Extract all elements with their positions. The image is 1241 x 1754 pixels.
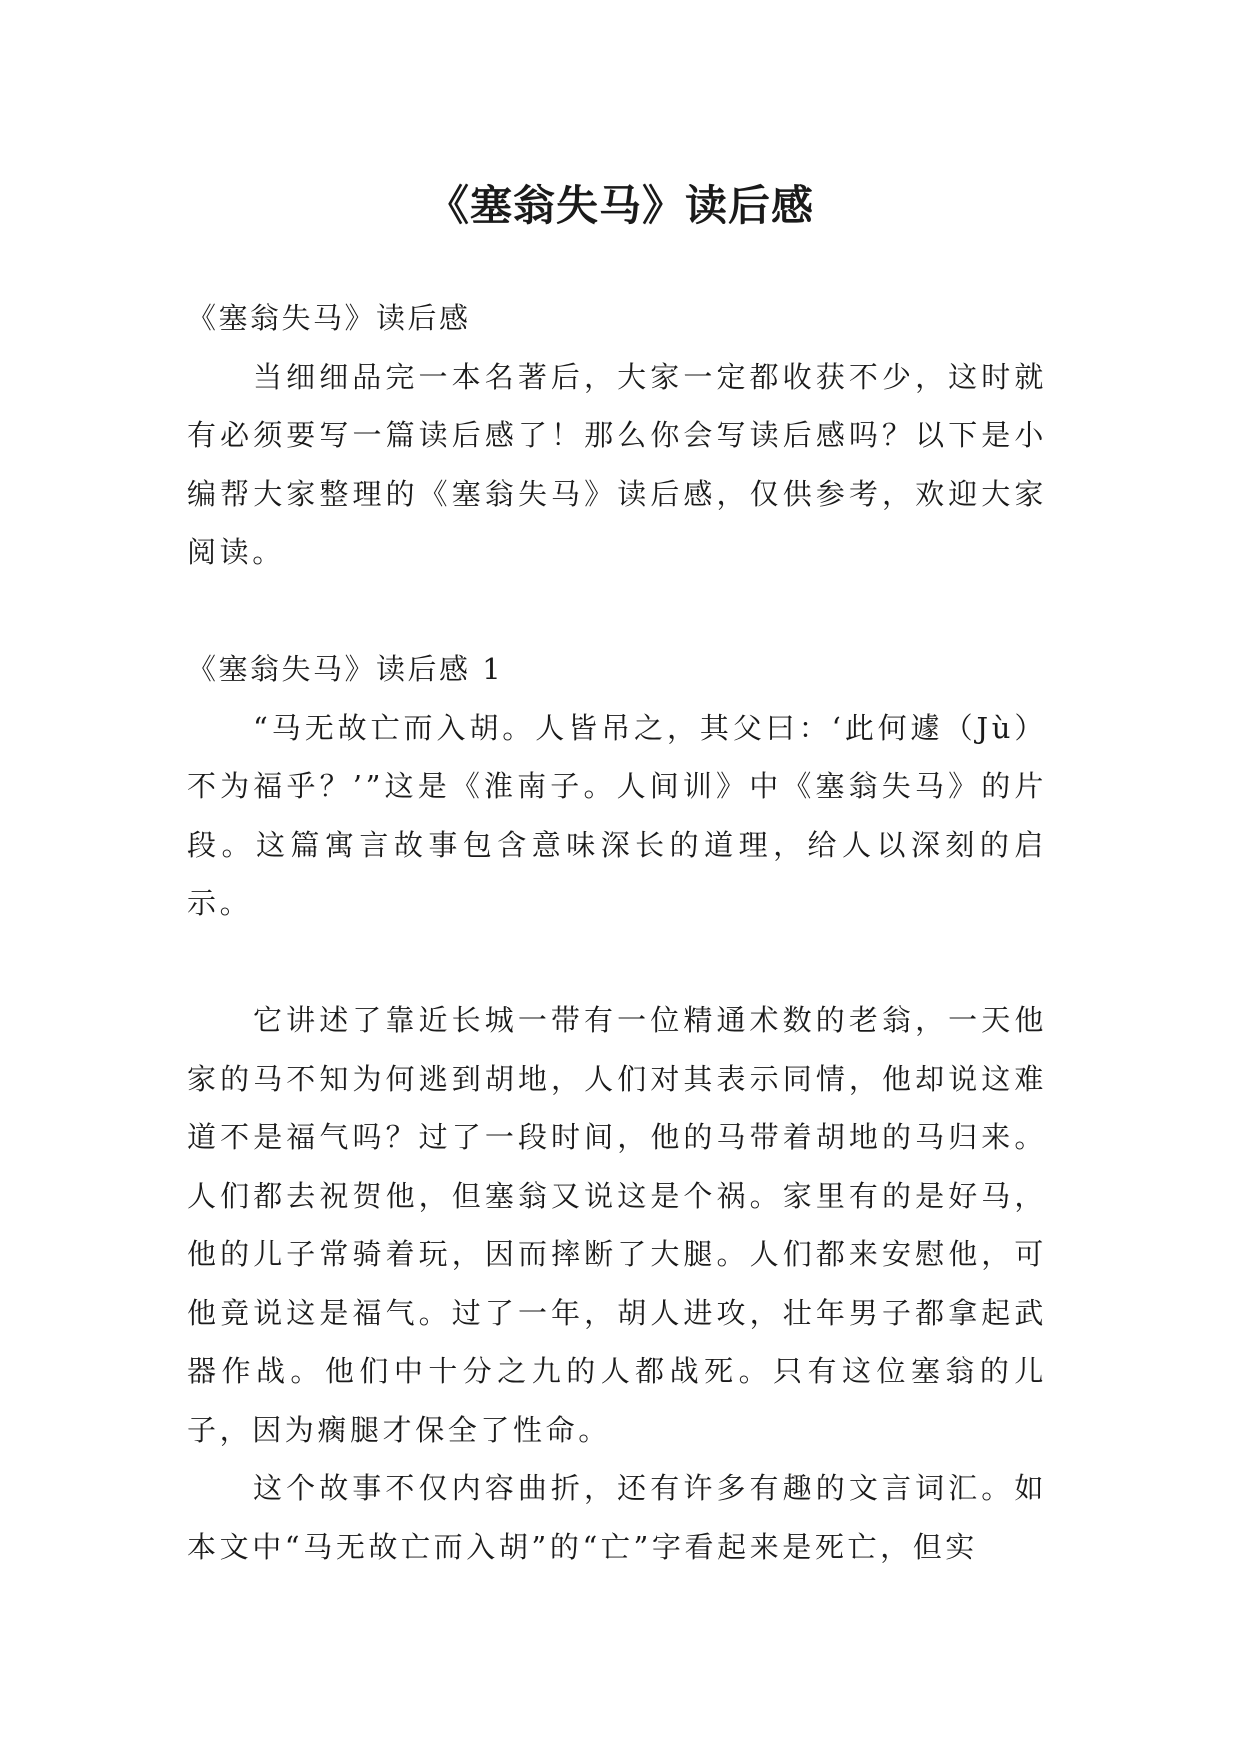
paragraph-2: 它讲述了靠近长城一带有一位精通术数的老翁，一天他家的马不知为何逃到胡地，人们对其表示同情，他却说这难道不是福气吗？过了一段时间，他的马带着胡地的马归来。人们都去祝贺他，但塞翁又说这是个祸。家里有的是好马，他的儿子常骑着玩，因而摔断了大腿。人们都来安慰他，可他竟说这是福气。过了一年，胡人进攻，壮年男子都拿起武器作战。他们中十分之九的人都战死。只有这位塞翁的儿子，因为瘸腿才保全了性命。 <box>187 1003 1047 1447</box>
section-heading-1: 《塞翁失马》读后感 1 <box>187 652 504 686</box>
paragraph-spacer <box>187 933 1047 992</box>
intro-paragraph: 当细细品完一本名著后，大家一定都收获不少，这时就有必须要写一篇读后感了！那么你会写读后感吗？以下是小编帮大家整理的《塞翁失马》读后感，仅供参考，欢迎大家阅读。 <box>187 359 1047 569</box>
paragraph-spacer <box>187 582 1047 641</box>
document-body <box>187 289 1047 1576</box>
paragraph-3: 这个故事不仅内容曲折，还有许多有趣的文言词汇。如本文中“马无故亡而入胡”的“亡”字看起来是死亡，但实 <box>187 1471 1047 1564</box>
section-heading-intro: 《塞翁失马》读后感 <box>187 301 471 335</box>
paragraph-1: “马无故亡而入胡。人皆吊之，其父曰：‘此何遽（Jù）不为福乎？’”这是《淮南子。人间训》中《塞翁失马》的片段。这篇寓言故事包含意味深长的道理，给人以深刻的启示。 <box>187 710 1047 920</box>
document-title: 《塞翁失马》读后感 <box>426 181 814 231</box>
